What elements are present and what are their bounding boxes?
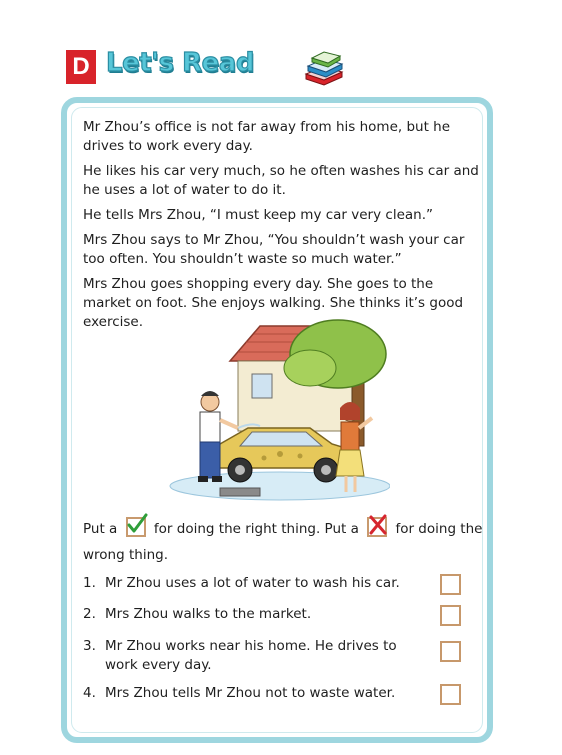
tick-icon — [126, 517, 146, 537]
story-paragraph: Mr Zhou’s office is not far away from his home, but he drives to work every day. — [83, 119, 451, 154]
cross-icon — [367, 517, 387, 537]
instruction-text: Put a for doing the right thing. Put a for doing the wrong thing. — [83, 516, 485, 568]
section-header — [66, 48, 366, 88]
answer-checkbox[interactable] — [440, 641, 461, 662]
section-title: Let's Read — [106, 48, 254, 78]
story-paragraph: Mrs Zhou says to Mr Zhou, “You shouldn’t wash your car too often. You shouldn’t waste so much water.” — [83, 232, 465, 267]
answer-checkbox[interactable] — [440, 684, 461, 705]
story-paragraph: Mrs Zhou goes shopping every day. She goes to the market on foot. She enjoys walking. She thinks it’s good exercise. — [83, 276, 464, 330]
story-paragraph: He tells Mrs Zhou, “I must keep my car very clean.” — [83, 207, 433, 223]
story-text — [83, 118, 485, 338]
answer-checkbox[interactable] — [440, 605, 461, 626]
books-icon — [302, 50, 346, 86]
answer-checkbox[interactable] — [440, 574, 461, 595]
story-paragraph: He likes his car very much, so he often washes his car and he uses a lot of water to do it. — [83, 163, 479, 198]
section-badge: D — [66, 50, 96, 84]
car-washing-illustration — [160, 316, 390, 506]
